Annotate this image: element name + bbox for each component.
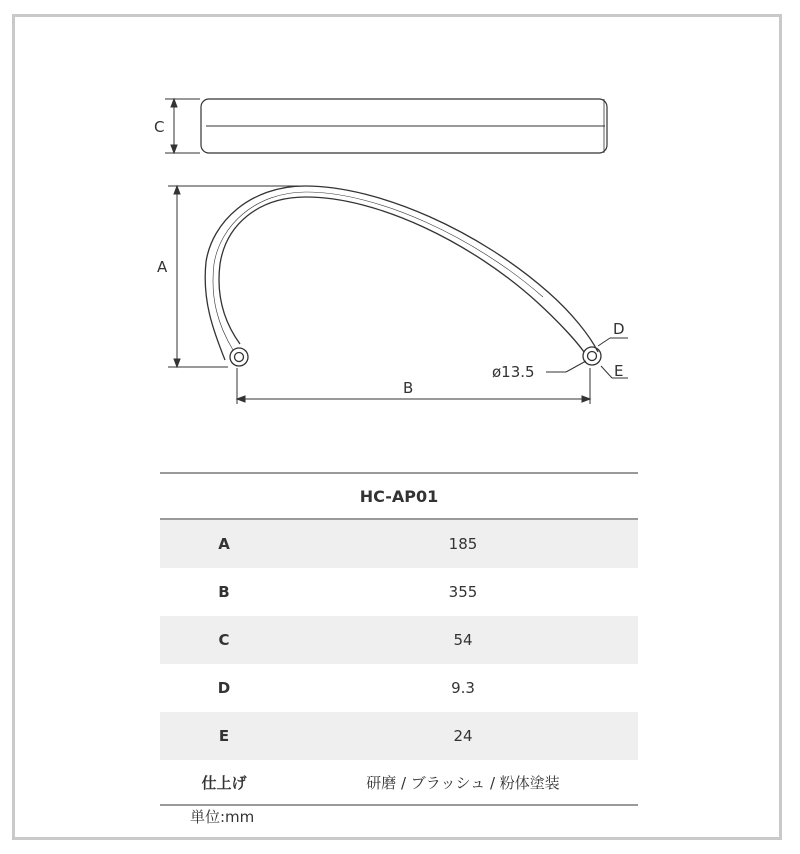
model-name: HC-AP01 — [160, 473, 638, 519]
row-key: D — [217, 679, 231, 697]
top-view — [201, 99, 607, 153]
table-row — [160, 664, 638, 712]
dimension-c — [165, 99, 200, 153]
dimension-b — [237, 368, 590, 404]
row-value: 185 — [288, 519, 638, 568]
label-d: D — [613, 320, 625, 338]
row-value: 24 — [288, 712, 638, 760]
row-value: 355 — [448, 583, 478, 601]
table-row — [160, 616, 638, 664]
label-a: A — [157, 258, 168, 276]
row-key: E — [160, 712, 288, 760]
label-b: B — [403, 379, 414, 397]
unit-note: 単位:mm — [190, 808, 255, 826]
table-row — [160, 519, 638, 568]
row-key: 仕上げ — [160, 760, 288, 805]
label-hole-diameter: ø13.5 — [492, 363, 535, 381]
row-key: B — [218, 583, 230, 601]
spec-table — [160, 472, 638, 806]
row-key: A — [160, 519, 288, 568]
row-key: C — [160, 616, 288, 664]
row-value: 54 — [288, 616, 638, 664]
table-row — [160, 760, 638, 805]
label-e: E — [614, 362, 624, 380]
table-row — [160, 568, 638, 616]
table-header-row — [160, 473, 638, 519]
row-value: 研磨 / ブラッシュ / 粉体塗装 — [288, 760, 638, 805]
callout-d — [598, 338, 628, 346]
hole-callout — [546, 361, 586, 372]
row-value: 9.3 — [451, 679, 475, 697]
table-row — [160, 712, 638, 760]
handle-side-view — [205, 186, 601, 366]
dimension-a — [168, 186, 300, 367]
label-c: C — [154, 118, 165, 136]
